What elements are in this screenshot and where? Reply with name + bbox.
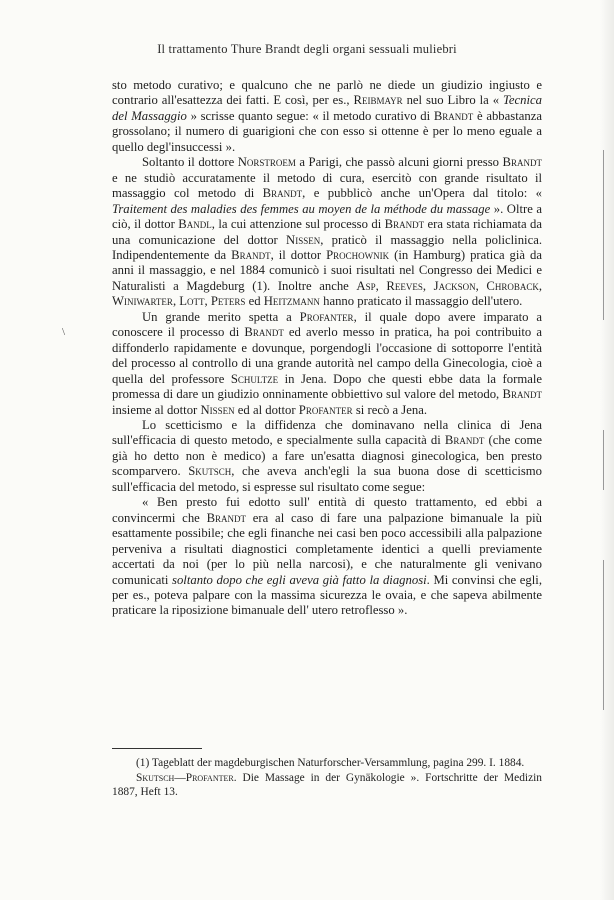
text-run: a Parigi, che passò alcuni giorni presso [295, 155, 503, 170]
text-run: ed [245, 294, 264, 309]
text-run: si recò a Jena. [352, 402, 428, 417]
name-smallcaps: Winiwarter [112, 294, 173, 309]
text-run: ed averlo messo in pratica, ha poi contribuito a diffonderlo rapidamente e dovunque, porgendogli l'occasione di sottoporre l'entità del processo al controllo di una grande autorità nel campo della Ginecologia, cioè a quella del professore [112, 325, 542, 386]
text-run: Lo scetticismo e la diffidenza che dominavano nella clinica di Jena sull'efficacia di questo metodo, e specialmente sulla capacità di [112, 417, 542, 448]
name-smallcaps: Norstroem [237, 155, 296, 170]
name-smallcaps: Heitzmann [263, 294, 320, 309]
text-run: e ne studiò accuratamente il metodo di cura, esercitò con grande risultato il massaggio col metodo di [112, 170, 542, 201]
text-run: sto metodo curativo; e qualcuno che ne parlò ne diede un giudizio ingiusto e contrario all'esattezza dei fatti. E così, per es., [112, 78, 542, 108]
text-run: , la cui attenzione sul processo di [211, 217, 385, 232]
name-smallcaps: Brandt [502, 155, 542, 170]
text-run: , [422, 278, 434, 293]
text-run: in Jena. Dopo che questi ebbe data la formale promessa di dare un giudizio onninamente obbiettivo sul valore del metodo, [112, 371, 542, 402]
name-smallcaps: Jackson [433, 278, 476, 293]
name-smallcaps: Brandt [231, 247, 271, 262]
text-run: » scrisse quanto segue: « il metodo curativo di [186, 108, 434, 123]
name-smallcaps: Nissen [200, 402, 235, 417]
text-run: , [375, 278, 387, 293]
name-smallcaps: Chroback [486, 278, 539, 293]
body-text [112, 78, 542, 619]
text-run: , [172, 294, 180, 309]
text-run: , il quale dopo avere imparato a conoscere il processo di [112, 309, 542, 340]
name-smallcaps: Asp [356, 278, 376, 293]
footnote [112, 756, 542, 771]
italic-text: soltanto dopo che egli aveva già fatto la diagnosi [172, 572, 427, 587]
text-run: era al caso di fare una palpazione bimanuale la più esattamente possibile; che egli finanche nei casi ben poco accessibili alla palpazione perveniva a risultati diagnostici completamente identici a quelli previamente accertati da noi (per lo più nella narcosi), e che naturalmente gli venivano comunicati [112, 510, 542, 587]
text-run: ». Oltre a ciò, il dottor [112, 201, 543, 232]
name-smallcaps: Reibmayr [353, 93, 403, 108]
text-run: insieme al dottor [112, 402, 201, 417]
text-run: hanno praticato il massaggio dell'utero. [319, 294, 523, 309]
name-smallcaps: Brandt [244, 325, 284, 340]
paragraph [112, 418, 542, 495]
page-edge-line [603, 150, 604, 320]
paragraph [112, 155, 542, 310]
footnote [112, 771, 542, 800]
text-run: (in Hamburg) pratica già da anni il massaggio, e nel 1884 comunicò i suoi risultati nel Congresso dei Medici e Naturalisti a Magdeburg (1). Inoltre anche [112, 247, 542, 293]
name-smallcaps: Profanter [185, 771, 234, 784]
text-run: ed al dottor [234, 402, 299, 417]
text-run: nel suo Libro la « [402, 93, 503, 108]
running-header: Il trattamento Thure Brandt degli organi sessuali muliebri [157, 42, 457, 56]
name-smallcaps: Profanter [298, 402, 353, 417]
name-smallcaps: Peters [210, 294, 246, 309]
text-run: , [204, 294, 211, 309]
name-smallcaps: Brandt [502, 387, 542, 402]
text-run: (che come già ho detto non è medico) a fare un'esatta diagnosi ginecologica, ben presto scomparvero. [112, 433, 542, 479]
footnotes [112, 756, 542, 800]
paragraph [112, 310, 542, 418]
text-run: , [538, 278, 543, 293]
text-run: « Ben presto fui edotto sull' entità di questo trattamento, ed ebbi a convincermi che [112, 495, 542, 525]
name-smallcaps: Bandl [178, 217, 212, 232]
name-smallcaps: Skutsch [188, 464, 232, 479]
text-run: Un grande merito spetta a [142, 309, 300, 324]
name-smallcaps: Brandt [262, 186, 303, 201]
name-smallcaps: Nissen [286, 232, 321, 247]
text-run: , praticò il massaggio nella policlinica. Indipendentemente da [112, 232, 543, 262]
name-smallcaps: Brandt [444, 433, 485, 448]
footnote-separator [112, 748, 202, 749]
name-smallcaps: Reeves [386, 278, 423, 293]
italic-text: Tecnica del Massaggio [112, 93, 542, 123]
text-run: , che aveva anch'egli la sua buona dose di scetticismo sull'efficacia del metodo, si espresse sul risultato come segue: [112, 464, 542, 494]
name-smallcaps: Brandt [384, 217, 425, 232]
name-smallcaps: Prochownik [326, 247, 390, 262]
name-smallcaps: Lott [179, 294, 205, 309]
name-smallcaps: Schultze [230, 371, 279, 386]
page-edge-line [603, 560, 604, 710]
name-smallcaps: Profanter [299, 309, 354, 324]
name-smallcaps: Brandt [433, 108, 474, 123]
text-run: Soltanto il dottore [142, 155, 238, 170]
text-run: è abbastanza grossolano; il numero di guarigioni che con esso si ottenne è per lo meno eguale a quello degl'insuccessi ». [112, 108, 542, 154]
paragraph [112, 78, 542, 155]
text-run: . Die Massage in der Gynäkologie ». Fortschritte der Medizin 1887, Heft 13. [112, 771, 542, 799]
margin-mark: \ [62, 326, 66, 338]
name-smallcaps: Brandt [206, 510, 247, 525]
text-run: , e pubblicò anche un'Opera dal titolo: « [302, 186, 542, 201]
name-smallcaps: Skutsch [136, 771, 175, 784]
italic-text: Traitement des maladies des femmes au moyen de la méthode du massage [112, 201, 491, 216]
text-run: . Mi convinsi che egli, per es., poteva palpare con la massima sicurezza le ovaia, e che sapeva abilmente praticare la riposizione bimanuale dell' utero retroflesso ». [112, 572, 542, 618]
page-edge-line [603, 430, 604, 490]
text-run: (1) Tageblatt der magdeburgischen Naturforscher-Versammlung, pagina 299. I. 1884. [136, 757, 525, 769]
text-run: , [475, 278, 487, 293]
paragraph [112, 495, 542, 619]
text-run: — [174, 771, 186, 784]
text-run: , il dottor [270, 247, 327, 262]
text-run: era stata richiamata da una comunicazione del dottor [112, 217, 542, 247]
